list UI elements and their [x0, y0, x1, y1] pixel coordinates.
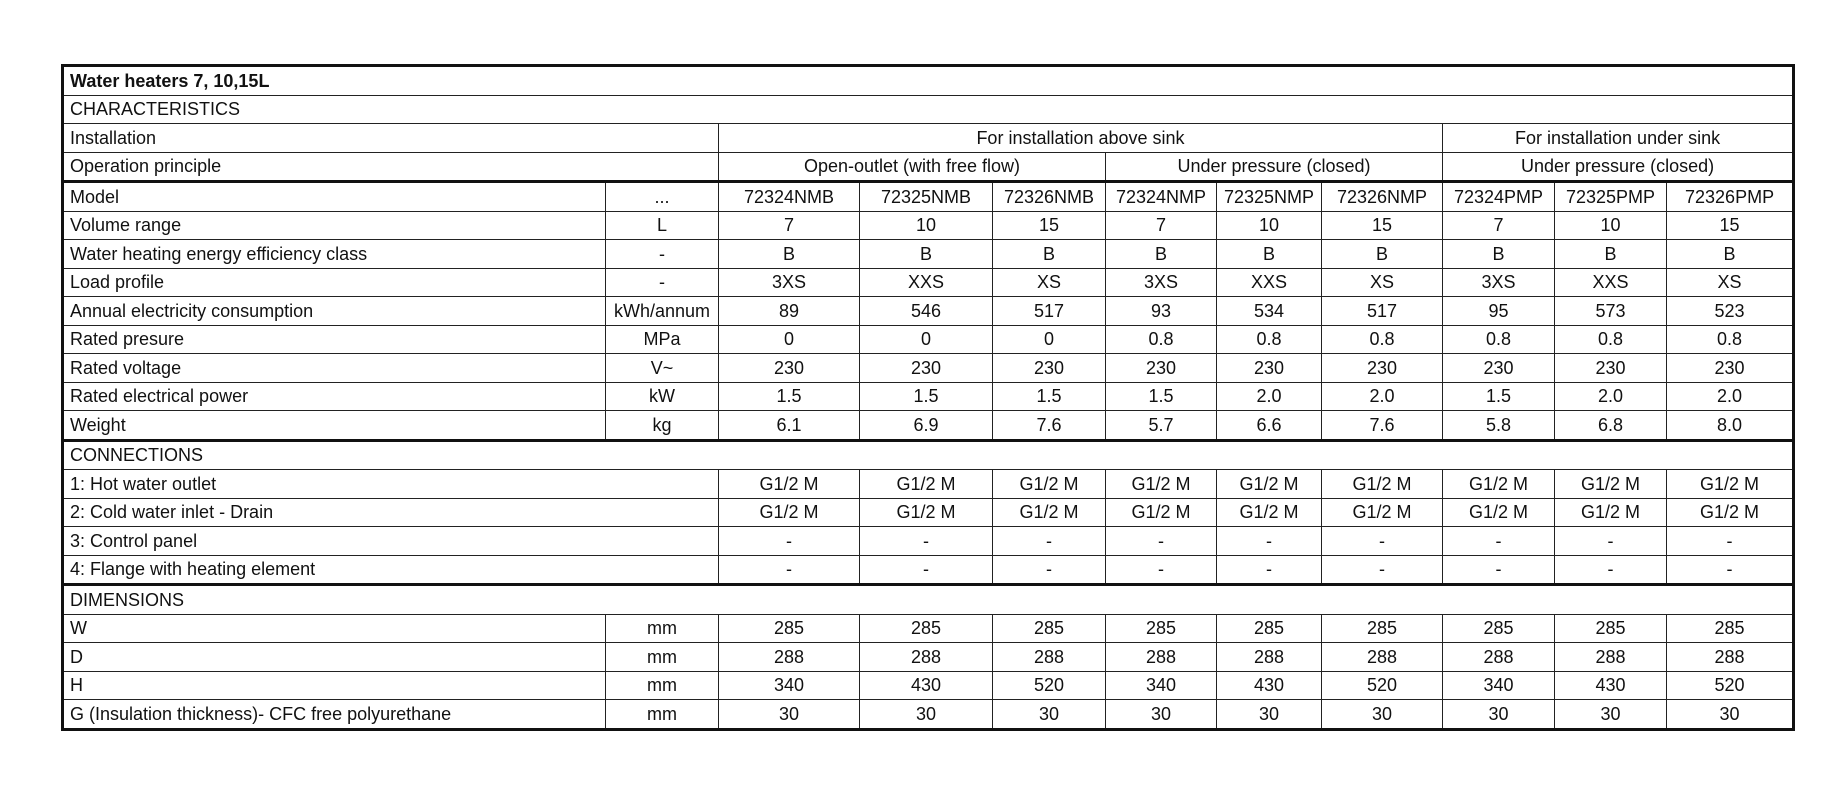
installation-group-under-sink: For installation under sink: [1443, 124, 1794, 153]
cell-value: 15: [1667, 211, 1794, 240]
cell-value: XXS: [1217, 268, 1322, 297]
cell-value: 288: [993, 643, 1106, 672]
row-label: Model: [63, 182, 606, 212]
cell-value: 3XS: [719, 268, 860, 297]
row-unit: ...: [606, 182, 719, 212]
cell-value: -: [1322, 527, 1443, 556]
row-unit: kg: [606, 411, 719, 441]
table-body: [63, 66, 1794, 730]
cell-value: 288: [1217, 643, 1322, 672]
row-label: H: [63, 671, 606, 700]
cell-value: 230: [1555, 354, 1667, 383]
cell-value: 288: [1555, 643, 1667, 672]
cell-value: -: [1555, 555, 1667, 585]
cell-value: 1.5: [993, 382, 1106, 411]
cell-value: 534: [1217, 297, 1322, 326]
installation-row: [63, 124, 1794, 153]
cell-value: 30: [1555, 700, 1667, 730]
cell-value: 0: [719, 325, 860, 354]
cell-value: G1/2 M: [719, 470, 860, 499]
cell-value: 1.5: [1443, 382, 1555, 411]
cell-value: -: [993, 527, 1106, 556]
cell-value: 288: [1106, 643, 1217, 672]
cell-value: -: [719, 555, 860, 585]
cell-value: 430: [1217, 671, 1322, 700]
cell-value: 72324PMP: [1443, 182, 1555, 212]
cell-value: 72325NMB: [860, 182, 993, 212]
cell-value: 5.7: [1106, 411, 1217, 441]
cell-value: 72326NMP: [1322, 182, 1443, 212]
operation-label: Operation principle: [63, 152, 719, 182]
cell-value: 72324NMP: [1106, 182, 1217, 212]
cell-value: 285: [993, 614, 1106, 643]
cell-value: 0.8: [1106, 325, 1217, 354]
table-row: [63, 700, 1794, 730]
cell-value: 0: [993, 325, 1106, 354]
installation-label: Installation: [63, 124, 719, 153]
cell-value: 573: [1555, 297, 1667, 326]
cell-value: G1/2 M: [1555, 470, 1667, 499]
cell-value: B: [860, 240, 993, 269]
cell-value: XXS: [860, 268, 993, 297]
cell-value: 2.0: [1322, 382, 1443, 411]
cell-value: 340: [1443, 671, 1555, 700]
cell-value: 520: [1667, 671, 1794, 700]
cell-value: 285: [1443, 614, 1555, 643]
cell-value: -: [1106, 527, 1217, 556]
cell-value: -: [860, 527, 993, 556]
cell-value: XS: [1667, 268, 1794, 297]
cell-value: 72325PMP: [1555, 182, 1667, 212]
cell-value: 230: [1106, 354, 1217, 383]
cell-value: 2.0: [1217, 382, 1322, 411]
cell-value: 30: [993, 700, 1106, 730]
cell-value: 7.6: [993, 411, 1106, 441]
cell-value: 1.5: [719, 382, 860, 411]
cell-value: G1/2 M: [1322, 470, 1443, 499]
cell-value: 15: [1322, 211, 1443, 240]
cell-value: G1/2 M: [1217, 470, 1322, 499]
cell-value: B: [1443, 240, 1555, 269]
cell-value: 340: [719, 671, 860, 700]
cell-value: 230: [1322, 354, 1443, 383]
cell-value: B: [1217, 240, 1322, 269]
table-row: [63, 671, 1794, 700]
row-unit: -: [606, 240, 719, 269]
cell-value: 72324NMB: [719, 182, 860, 212]
cell-value: B: [1322, 240, 1443, 269]
cell-value: B: [1555, 240, 1667, 269]
row-label: Load profile: [63, 268, 606, 297]
cell-value: 288: [1322, 643, 1443, 672]
cell-value: 288: [719, 643, 860, 672]
cell-value: G1/2 M: [1443, 470, 1555, 499]
table-row: [63, 411, 1794, 441]
cell-value: 3XS: [1106, 268, 1217, 297]
cell-value: -: [719, 527, 860, 556]
table-row: [63, 297, 1794, 326]
title-row: [63, 66, 1794, 96]
cell-value: G1/2 M: [1217, 498, 1322, 527]
cell-value: -: [860, 555, 993, 585]
cell-value: -: [1106, 555, 1217, 585]
cell-value: 15: [993, 211, 1106, 240]
cell-value: 30: [1217, 700, 1322, 730]
cell-value: 10: [860, 211, 993, 240]
table-row: [63, 211, 1794, 240]
table-title: Water heaters 7, 10,15L: [63, 66, 1794, 96]
row-label: 2: Cold water inlet - Drain: [63, 498, 719, 527]
section-dimensions: DIMENSIONS: [63, 585, 1794, 615]
cell-value: 285: [860, 614, 993, 643]
cell-value: XS: [1322, 268, 1443, 297]
cell-value: 0.8: [1555, 325, 1667, 354]
row-unit: mm: [606, 614, 719, 643]
cell-value: 72325NMP: [1217, 182, 1322, 212]
cell-value: 288: [1667, 643, 1794, 672]
operation-group-pressure-under: Under pressure (closed): [1443, 152, 1794, 182]
row-unit: V~: [606, 354, 719, 383]
dimensions-heading-row: [63, 585, 1794, 615]
cell-value: G1/2 M: [719, 498, 860, 527]
operation-group-pressure-above: Under pressure (closed): [1106, 152, 1443, 182]
cell-value: 285: [1322, 614, 1443, 643]
cell-value: 230: [1443, 354, 1555, 383]
table-row: [63, 527, 1794, 556]
row-unit: mm: [606, 643, 719, 672]
cell-value: 72326PMP: [1667, 182, 1794, 212]
row-label: 3: Control panel: [63, 527, 719, 556]
cell-value: 7: [1443, 211, 1555, 240]
cell-value: 230: [1217, 354, 1322, 383]
cell-value: 95: [1443, 297, 1555, 326]
cell-value: -: [1667, 527, 1794, 556]
cell-value: 285: [719, 614, 860, 643]
table-row: [63, 555, 1794, 585]
cell-value: 285: [1106, 614, 1217, 643]
cell-value: 430: [860, 671, 993, 700]
operation-row: [63, 152, 1794, 182]
cell-value: 7: [1106, 211, 1217, 240]
characteristics-heading-row: [63, 95, 1794, 124]
table-row: [63, 498, 1794, 527]
spec-sheet: [61, 64, 1792, 731]
cell-value: 340: [1106, 671, 1217, 700]
cell-value: 3XS: [1443, 268, 1555, 297]
row-unit: -: [606, 268, 719, 297]
cell-value: G1/2 M: [1106, 470, 1217, 499]
cell-value: 10: [1555, 211, 1667, 240]
cell-value: 230: [860, 354, 993, 383]
cell-value: XXS: [1555, 268, 1667, 297]
row-unit: L: [606, 211, 719, 240]
cell-value: 0.8: [1322, 325, 1443, 354]
cell-value: G1/2 M: [1443, 498, 1555, 527]
cell-value: 30: [1443, 700, 1555, 730]
cell-value: G1/2 M: [860, 470, 993, 499]
cell-value: -: [1667, 555, 1794, 585]
cell-value: -: [993, 555, 1106, 585]
cell-value: 523: [1667, 297, 1794, 326]
cell-value: G1/2 M: [1106, 498, 1217, 527]
cell-value: G1/2 M: [993, 498, 1106, 527]
cell-value: 7: [719, 211, 860, 240]
cell-value: B: [1667, 240, 1794, 269]
cell-value: 10: [1217, 211, 1322, 240]
row-label: G (Insulation thickness)- CFC free polyurethane: [63, 700, 606, 730]
cell-value: 288: [860, 643, 993, 672]
cell-value: 1.5: [1106, 382, 1217, 411]
cell-value: 5.8: [1443, 411, 1555, 441]
row-label: Weight: [63, 411, 606, 441]
cell-value: 230: [719, 354, 860, 383]
row-unit: mm: [606, 700, 719, 730]
row-unit: mm: [606, 671, 719, 700]
cell-value: B: [719, 240, 860, 269]
cell-value: 1.5: [860, 382, 993, 411]
cell-value: 430: [1555, 671, 1667, 700]
cell-value: G1/2 M: [1322, 498, 1443, 527]
cell-value: G1/2 M: [1667, 470, 1794, 499]
row-label: Volume range: [63, 211, 606, 240]
table-row: [63, 382, 1794, 411]
cell-value: 2.0: [1667, 382, 1794, 411]
cell-value: 0: [860, 325, 993, 354]
cell-value: 7.6: [1322, 411, 1443, 441]
cell-value: 0.8: [1217, 325, 1322, 354]
row-label: W: [63, 614, 606, 643]
row-label: Rated voltage: [63, 354, 606, 383]
cell-value: 8.0: [1667, 411, 1794, 441]
installation-group-above-sink: For installation above sink: [719, 124, 1443, 153]
row-label: Rated electrical power: [63, 382, 606, 411]
cell-value: 6.6: [1217, 411, 1322, 441]
cell-value: 30: [1106, 700, 1217, 730]
row-label: Annual electricity consumption: [63, 297, 606, 326]
cell-value: 520: [993, 671, 1106, 700]
cell-value: 89: [719, 297, 860, 326]
cell-value: 30: [860, 700, 993, 730]
table-row: [63, 325, 1794, 354]
row-label: 1: Hot water outlet: [63, 470, 719, 499]
cell-value: 285: [1217, 614, 1322, 643]
cell-value: 230: [1667, 354, 1794, 383]
cell-value: 6.1: [719, 411, 860, 441]
cell-value: 520: [1322, 671, 1443, 700]
cell-value: G1/2 M: [860, 498, 993, 527]
cell-value: 230: [993, 354, 1106, 383]
cell-value: 30: [1322, 700, 1443, 730]
cell-value: 288: [1443, 643, 1555, 672]
cell-value: 517: [1322, 297, 1443, 326]
cell-value: 93: [1106, 297, 1217, 326]
operation-group-open-outlet: Open-outlet (with free flow): [719, 152, 1106, 182]
cell-value: 0.8: [1443, 325, 1555, 354]
connections-heading-row: [63, 440, 1794, 470]
table-row: [63, 268, 1794, 297]
cell-value: B: [1106, 240, 1217, 269]
section-characteristics: CHARACTERISTICS: [63, 95, 1794, 124]
cell-value: G1/2 M: [1667, 498, 1794, 527]
table-row: [63, 182, 1794, 212]
table-row: [63, 470, 1794, 499]
section-connections: CONNECTIONS: [63, 440, 1794, 470]
table-row: [63, 354, 1794, 383]
row-unit: kW: [606, 382, 719, 411]
cell-value: 546: [860, 297, 993, 326]
cell-value: G1/2 M: [1555, 498, 1667, 527]
row-unit: MPa: [606, 325, 719, 354]
cell-value: -: [1217, 555, 1322, 585]
table-row: [63, 643, 1794, 672]
cell-value: 0.8: [1667, 325, 1794, 354]
cell-value: 30: [719, 700, 860, 730]
table-row: [63, 240, 1794, 269]
cell-value: 285: [1555, 614, 1667, 643]
row-unit: kWh/annum: [606, 297, 719, 326]
row-label: Rated presure: [63, 325, 606, 354]
table-row: [63, 614, 1794, 643]
cell-value: 72326NMB: [993, 182, 1106, 212]
row-label: D: [63, 643, 606, 672]
row-label: 4: Flange with heating element: [63, 555, 719, 585]
cell-value: -: [1322, 555, 1443, 585]
cell-value: 6.9: [860, 411, 993, 441]
cell-value: 6.8: [1555, 411, 1667, 441]
row-label: Water heating energy efficiency class: [63, 240, 606, 269]
cell-value: 285: [1667, 614, 1794, 643]
water-heater-spec-table: [61, 64, 1795, 731]
cell-value: 30: [1667, 700, 1794, 730]
cell-value: -: [1443, 555, 1555, 585]
cell-value: -: [1443, 527, 1555, 556]
cell-value: -: [1217, 527, 1322, 556]
cell-value: 2.0: [1555, 382, 1667, 411]
cell-value: 517: [993, 297, 1106, 326]
cell-value: XS: [993, 268, 1106, 297]
cell-value: -: [1555, 527, 1667, 556]
cell-value: B: [993, 240, 1106, 269]
cell-value: G1/2 M: [993, 470, 1106, 499]
